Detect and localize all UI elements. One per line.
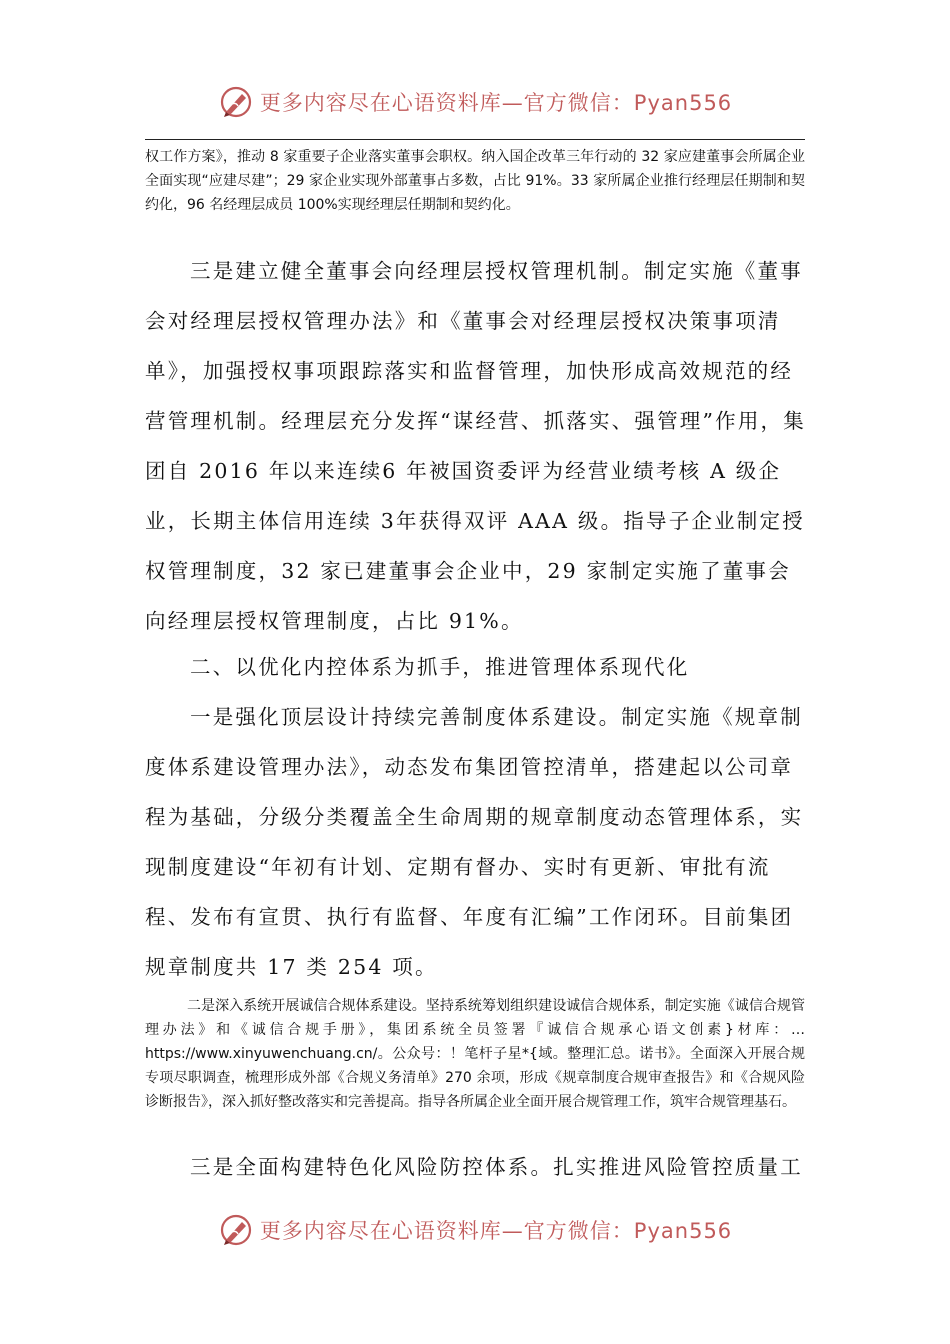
paragraph-authorization-mechanism: 三是建立健全董事会向经理层授权管理机制。制定实施《董事会对经理层授权管理办法》和《董事会对经理层授权决策事项清单》，加强授权事项跟踪落实和监督管理，加快形成高效规范的经营管理机制。经理层充分发挥“谋经营、抓落实、强管理”作用，集团自 2016 年以来连续6 年被国资委评为经营业绩考核 A 级企业，长期主体信用连续 3年获得双评 AAA 级。指导子企业制定授权管理制度，32 家已建董事会企业中，29 家制定实施了董事会向经理层授权管理制度，占比 91%。: [145, 259, 806, 633]
paragraph-board-progress: 权工作方案》，推动 8 家重要子企业落实董事会职权。纳入国企改革三年行动的 32 家应建董事会所属企业全面实现“应建尽建”；29 家企业实现外部董事占多数，占比 91%。33 家所属企业推行经理层任期制和契约化，96 名经理层成员 100%实现经理层任期制和契约化。: [145, 149, 805, 213]
footer-banner: [0, 1210, 950, 1250]
header-banner-text: 更多内容尽在心语资料库—官方微信：Pyan556: [259, 91, 733, 115]
section-heading: 二、以优化内控体系为抓手，推进管理体系现代化: [190, 655, 690, 679]
header-banner: [0, 82, 950, 122]
pen-logo-icon: [218, 84, 254, 120]
pen-logo-icon: [218, 1212, 254, 1248]
footer-banner-text: 更多内容尽在心语资料库—官方微信：Pyan556: [259, 1219, 733, 1243]
header-divider: [145, 139, 805, 140]
paragraph-rules-system: 一是强化顶层设计持续完善制度体系建设。制定实施《规章制度体系建设管理办法》，动态发布集团管控清单，搭建起以公司章程为基础，分级分类覆盖全生命周期的规章制度动态管理体系，实现制度建设“年初有计划、定期有督办、实时有更新、审批有流程、发布有宣贯、执行有监督、年度有汇编”工作闭环。目前集团规章制度共 17 类 254 项。: [145, 705, 804, 979]
paragraph-risk-control: 三是全面构建特色化风险防控体系。扎实推进风险管控质量工: [190, 1155, 803, 1179]
paragraph-integrity-compliance: 二是深入系统开展诚信合规体系建设。坚持系统筹划组织建设诚信合规体系，制定实施《诚信合规管理办法》和《诚信合规手册》，集团系统全员签署『诚信合规承心语文创素}材库：…https://www.xinyuwenchuang.cn/。公众号：！笔杆子星*{域。整理汇总。诺书》。全面深入开展合规专项尽职调查，梳理形成外部《合规义务清单》270 余项，形成《规章制度合规审查报告》和《合规风险诊断报告》，深入抓好整改落实和完善提高。指导各所属企业全面开展合规管理工作，筑牢合规管理基石。: [145, 998, 805, 1110]
